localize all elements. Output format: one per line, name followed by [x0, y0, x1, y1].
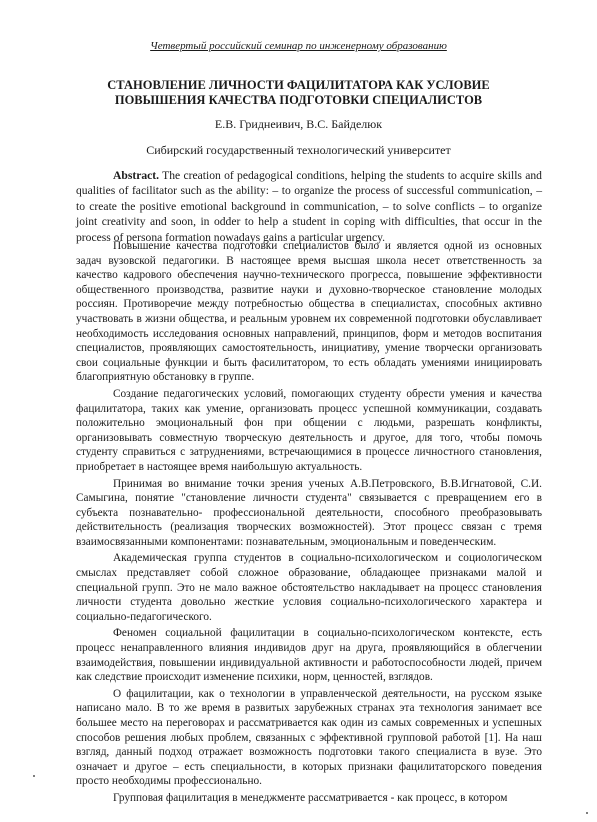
paragraph: Создание педагогических условий, помогающих студенту обрести умения и качества фацилитатора, таких как умение, организовать процесс успешной коммуникации, создавать положительно эмоциональный фон при общении с людьми, разрешать конфликты, организовывать совместную творческую деятельность и другое, для того, чтобы помочь студенту справиться с затруднениями, встречающимися в процессе личностного становления, приобретает в настоящее время наибольшую актуальность.: [76, 387, 542, 473]
paragraph: Феномен социальной фацилитации в социально-психологическом контексте, есть процесс ненаправленного влияния индивидов друг на друга, проявляющийся в облегчении взаимодействия, повышении индивидуальной активности и работоспособности людей, причем как следствие происходит изменение психики, норм, ценностей, взглядов.: [76, 627, 542, 684]
abstract: [76, 168, 542, 245]
paragraph: Академическая группа студентов в социально-психологическом и социологическом смыслах представляет собой сложное образование, обладающее признаками малой и специальной групп. Это не мало важное обстоятельство накладывает на процесс становления личности студента довольно жесткие условия социально-психологического характера и социально-педагогического.: [76, 552, 542, 623]
paragraph: Принимая во внимание точки зрения ученых А.В.Петровского, В.В.Игнатовой, С.И. Самыгина, понятие "становление личности студента" связывается с превращением его в субъекта познавательно- профессиональной деятельности, способного преобразовывать действительность (реализация творческих возможностей). Этот процесс связан с тремя взаимосвязанными компонентами: познавательным, эмоциональным и поведенческим.: [76, 477, 542, 548]
authors: Е.В. Гриднеивич, В.С. Байделюк: [214, 117, 383, 131]
paper-title: [40, 78, 557, 108]
body-text: [76, 239, 542, 806]
paragraph: Групповая фацилитация в менеджменте рассматривается - как процесс, в котором: [113, 791, 508, 804]
title-line-1: СТАНОВЛЕНИЕ ЛИЧНОСТИ ФАЦИЛИТАТОРА КАК УСЛОВИЕ: [107, 78, 490, 92]
scan-speck: [586, 812, 588, 814]
paragraph: О фацилитации, как о технологии в управленческой деятельности, на русском языке написано мало. В то же время в развитых зарубежных странах эта технология занимает все большее место на переговорах и рассматривается как один из самых современных и успешных способов решения любых проблем, связанных с эффективной групповой работой [1]. На наш взгляд, данный подход отражает возможность подготовки такого специалиста в вузе. Это означает и другое – есть специальности, в которых признаки фацилитаторского поведения просто необходимы профессионально.: [76, 687, 542, 788]
abstract-text: The creation of pedagogical conditions, helping the students to acquire skills and qualities of facilitator such as the ability: – to organize the process of successful communication, – to create the positive emotional background in communication, – to solve conflicts – to organize joint creativity and soon, in odder to help a student in coping with difficulties, that occur in the process of persona formation nowadays gains a particular urgency.: [76, 169, 542, 244]
paragraph: Повышение качества подготовки специалистов было и является одной из основных задач вузовской педагогики. В настоящее время высшая школа несет ответственность за качество кадрового обеспечения научно-технического прогресса, повышение эффективности общественного производства, развитие науки и духовно-творческое становление молодых россиян. Противоречие между потребностью общества в специалистах, способных активно участвовать в жизни общества, и реальным уровнем их современной подготовки обуславливает необходимость исследования основных направлений, принципов, форм и методов воспитания специалистов, проявляющих самостоятельность, инициативу, умение творчески организовать свои социальные функции и быть фасилитатором, то есть обладать умениями инициировать благоприятную обстановку в группе.: [76, 240, 542, 384]
running-header: Четвертый российский семинар по инженерному образованию: [150, 40, 447, 52]
title-line-2: ПОВЫШЕНИЯ КАЧЕСТВА ПОДГОТОВКИ СПЕЦИАЛИСТОВ: [114, 93, 483, 107]
abstract-label: Abstract.: [113, 169, 160, 182]
affiliation: Сибирский государственный технологический университет: [146, 143, 451, 157]
scan-speck: [33, 775, 35, 777]
